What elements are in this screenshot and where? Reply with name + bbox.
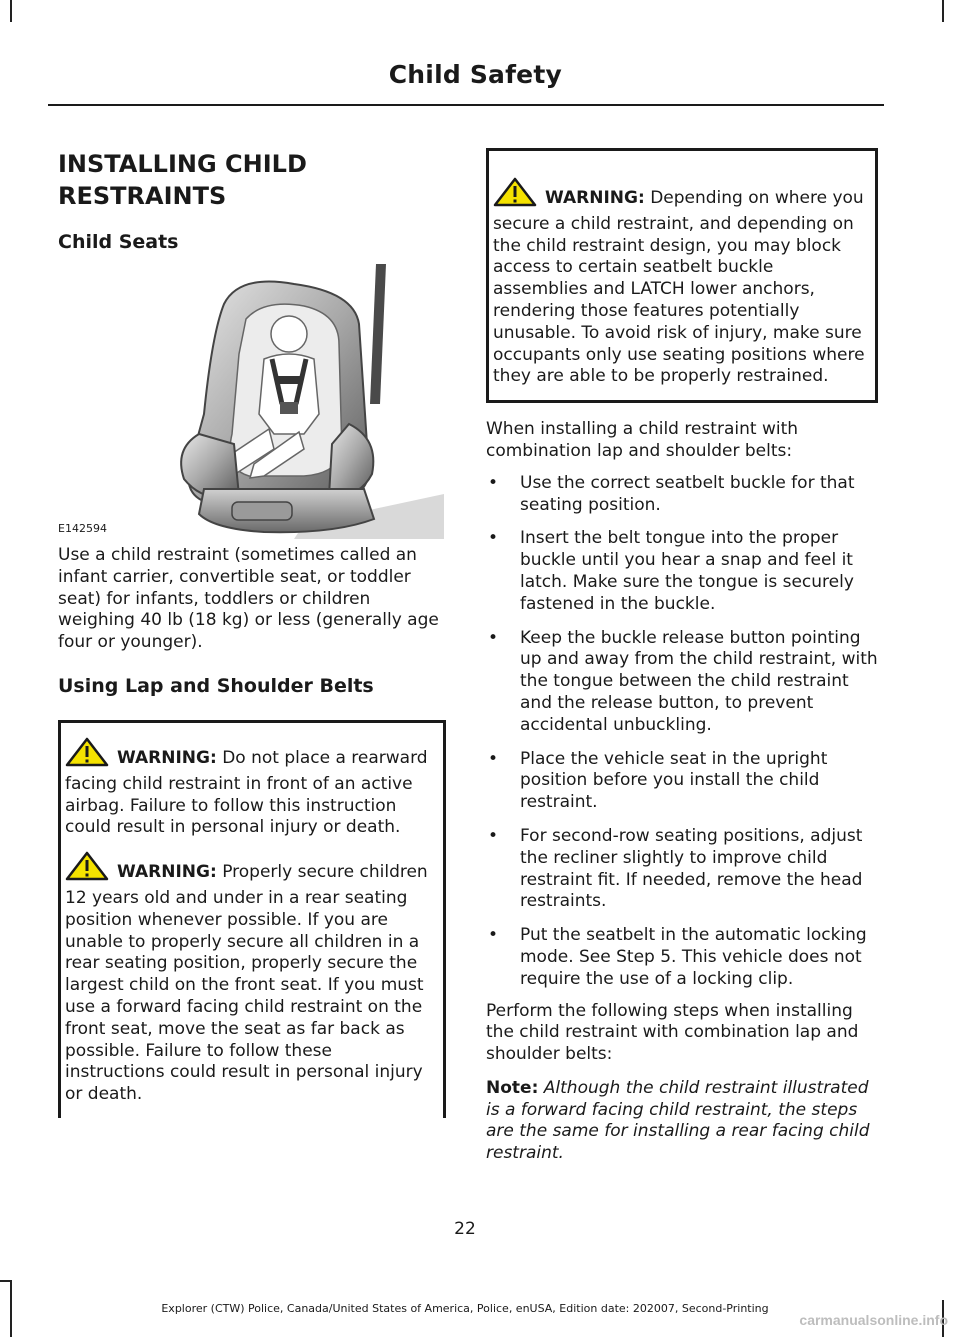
bullet-glyph: • [488, 925, 499, 946]
figure-id: E142594 [58, 522, 107, 535]
list-item: • Put the seatbelt in the automatic locking mode. See Step 5. This vehicle does not require the use of a locking clip. [488, 925, 867, 989]
list-item: • Keep the buckle release button pointing up and away from the child restraint, with the tongue between the child restraint and the release button, to prevent accidental unbuckling. [488, 627, 878, 735]
child-seat-figure [58, 264, 446, 539]
warning-airbag [65, 737, 435, 839]
bullet-glyph: • [488, 825, 499, 846]
list-item: • Place the vehicle seat in the upright position before you install the child restraint. [488, 748, 828, 813]
note-text: Although the child restraint illustrated is a forward facing child restraint, the steps are the same for installing a rear facing child restraint. [486, 1077, 870, 1164]
list-item: • Use the correct seatbelt buckle for that seating position. [488, 472, 855, 515]
warning-rear-seating [65, 851, 435, 1106]
warning-triangle-icon [65, 851, 109, 888]
warning-box-right [486, 148, 878, 403]
warning-text: Do not place a rearward facing child restraint in front of an active airbag. Failure to follow this instruction could result in personal injury or death. [65, 747, 428, 838]
crop-mark-top-left [10, 0, 12, 22]
warning-triangle-icon [493, 177, 537, 214]
note-paragraph [486, 1078, 878, 1165]
footer-edition-info: Explorer (CTW) Police, Canada/United States of America, Police, enUSA, Edition date: 202007, Second-Printing [161, 1302, 769, 1315]
warning-latch-anchors [493, 177, 867, 388]
page-number: 22 [454, 1219, 476, 1239]
warning-text: Properly secure children 12 years old and under in a rear seating position whenever possible. If you are unable to properly secure all children in a rear seating position, properly secure the largest child on the front seat. If you must use a forward facing child restraint on the front seat, move the seat as far back as possible. Failure to follow these instructions could result in personal injury or death. [65, 862, 428, 1105]
section-heading: INSTALLING CHILD RESTRAINTS [58, 150, 307, 210]
page-header-title: Child Safety [388, 60, 562, 89]
list-item: • Insert the belt tongue into the proper buckle until you hear a snap and feel it latch. Make sure the tongue is securely fastened in the buckle. [488, 528, 854, 614]
warning-label: WARNING: [117, 747, 217, 768]
warning-text: Depending on where you secure a child restraint, and depending on the child restraint design, you may block access to certain seatbelt buckle assemblies and LATCH lower anchors, rendering those features potentially unusable. To avoid risk of injury, make sure occupants only use seating positions where they are able to be properly restrained. [493, 188, 865, 387]
intro-paragraph: Use a child restraint (sometimes called an infant carrier, convertible seat, or toddler seat) for infants, toddlers or children weighing 40 lb (18 kg) or less (generally age four or younger). [58, 545, 439, 653]
header-rule [48, 104, 884, 106]
steps-intro: Perform the following steps when installing the child restraint with combination lap and shoulder belts: [486, 1000, 859, 1065]
subheading-child-seats: Child Seats [58, 231, 179, 253]
crop-mark-bottom-left-h [0, 1280, 12, 1282]
warning-label: WARNING: [545, 188, 645, 208]
bullet-glyph: • [488, 627, 499, 648]
warning-box-left [58, 720, 446, 1118]
installation-bullet-list [486, 473, 878, 991]
list-item: • For second-row seating positions, adjust the recliner slightly to improve child restraint fit. If needed, remove the head restraints. [488, 825, 863, 912]
child-seat-illustration [154, 264, 444, 539]
watermark[interactable]: carmanualsonline.info [799, 1312, 948, 1328]
subheading-lap-shoulder: Using Lap and Shoulder Belts [58, 674, 374, 697]
bullet-glyph: • [488, 748, 499, 769]
left-column [58, 148, 446, 1118]
warning-label: WARNING: [117, 862, 217, 883]
bullet-glyph: • [488, 528, 499, 549]
bullet-glyph: • [488, 472, 499, 493]
crop-mark-top-right [942, 0, 944, 22]
right-column [486, 148, 878, 1165]
warning-triangle-icon [65, 737, 109, 774]
note-label: Note: [486, 1077, 539, 1098]
lap-shoulder-intro: When installing a child restraint with combination lap and shoulder belts: [486, 419, 799, 461]
